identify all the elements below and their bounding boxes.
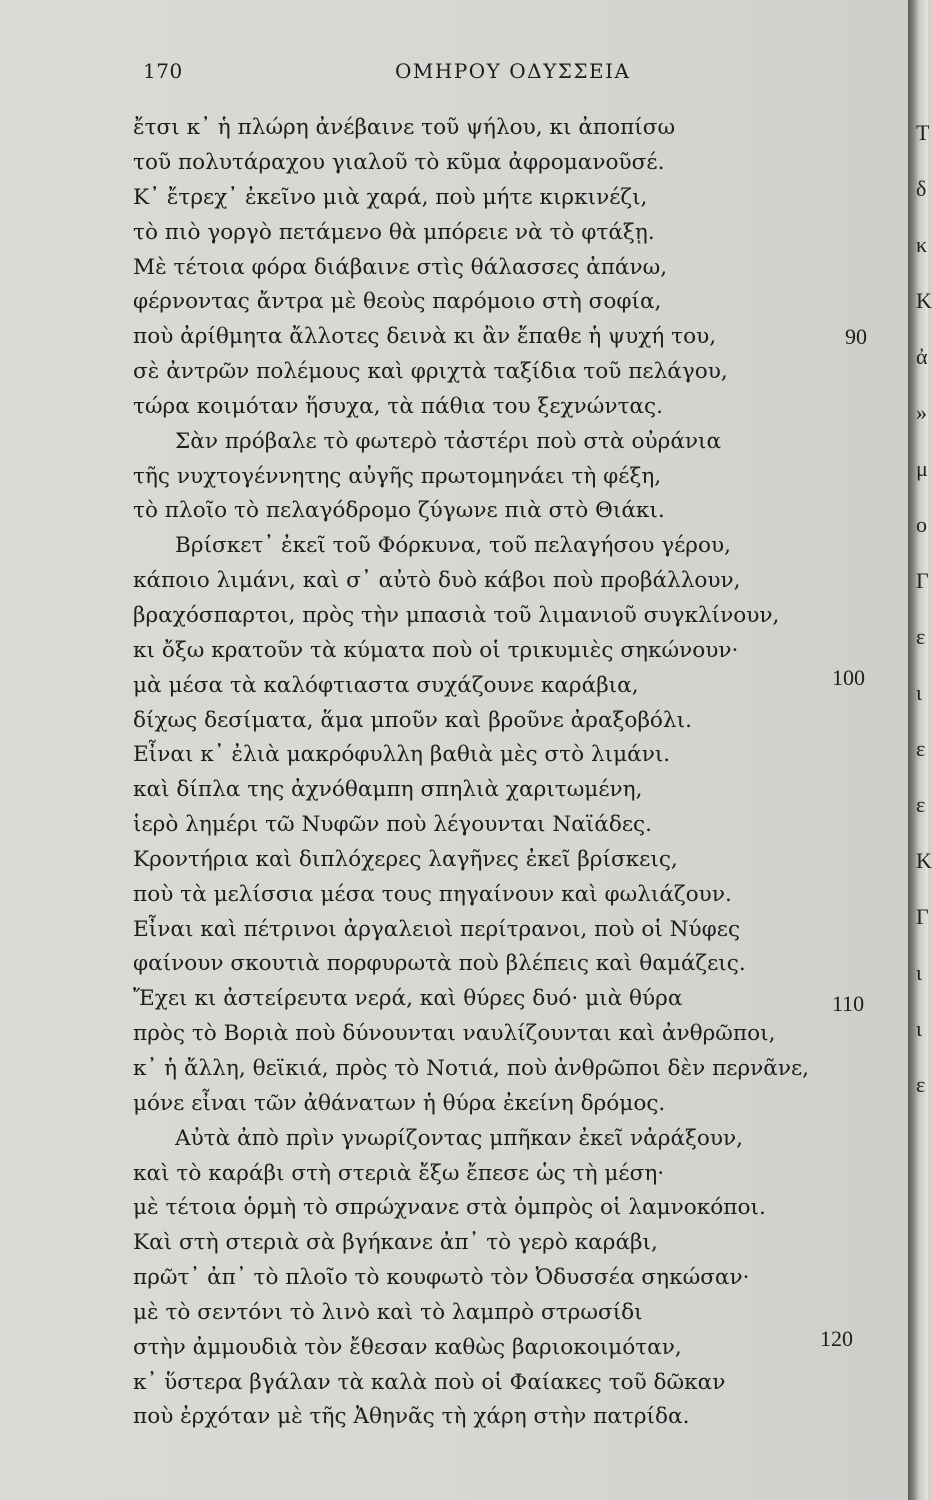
verse-line: καὶ δίπλα της ἀχνόθαμπη σπηλιὰ χαριτωμένη, bbox=[133, 777, 643, 802]
verse-line: Καὶ στὴ στεριὰ σὰ βγήκανε ἀπ᾽ τὸ γερὸ καράβι, bbox=[133, 1230, 658, 1255]
verse-line: μὰ μέσα τὰ καλόφτιαστα συχάζουνε καράβια, bbox=[133, 673, 639, 698]
verse-line: Εἶναι καὶ πέτρινοι ἀργαλειοὶ περίτρανοι, ποὺ οἱ Νύφες bbox=[133, 917, 741, 942]
line-number: 110 bbox=[832, 991, 865, 1016]
verse-line: ποὺ ἀρίθμητα ἄλλοτες δεινὰ κι ἂν ἔπαθε ἡ ψυχή του, bbox=[133, 324, 717, 349]
verse-line: κι ὄξω κρατοῦν τὰ κύματα ποὺ οἱ τρικυμιὲς σηκώνουν· bbox=[133, 638, 739, 663]
verse-line: καὶ τὸ καράβι στὴ στεριὰ ἔξω ἔπεσε ὡς τὴ μέση· bbox=[133, 1161, 665, 1186]
verse-line: φαίνουν σκουτιὰ πορφυρωτὰ ποὺ βλέπεις καὶ θαμάζεις. bbox=[133, 951, 746, 976]
verse-line: τῆς νυχτογέννητης αὐγῆς πρωτομηνάει τὴ φέξη, bbox=[133, 464, 662, 489]
verse-line: κ᾽ ὕστερα βγάλαν τὰ καλὰ ποὺ οἱ Φαίακες τοῦ δῶκαν bbox=[133, 1370, 726, 1395]
verse-line: δίχως δεσίματα, ἅμα μποῦν καὶ βροῦνε ἀραξοβόλι. bbox=[133, 708, 692, 733]
line-number: 120 bbox=[820, 1326, 853, 1351]
verse-line: Κ᾽ ἔτρεχ᾽ ἐκεῖνο μιὰ χαρά, ποὺ μήτε κιρκινέζι, bbox=[133, 185, 648, 210]
verse-line: μὲ τὸ σεντόνι τὸ λινὸ καὶ τὸ λαμπρὸ στρωσίδι bbox=[133, 1300, 643, 1325]
verse-line: βραχόσπαρτοι, πρὸς τὴν μπασιὰ τοῦ λιμανιοῦ συγκλίνουν, bbox=[133, 603, 780, 628]
verse-line: σὲ ἀντρῶν πολέμους καὶ φριχτὰ ταξίδια τοῦ πελάγου, bbox=[133, 359, 728, 384]
page-number: 170 bbox=[143, 59, 183, 83]
verse-line: ποὺ τὰ μελίσσια μέσα τους πηγαίνουν καὶ φωλιάζουν. bbox=[133, 882, 732, 907]
line-number: 90 bbox=[845, 324, 867, 349]
facing-page-fragments: T δ κ K ἀ » μ o Γ ε ι ε ε K Γ ι ι ε bbox=[916, 120, 932, 1097]
verse-line: Μὲ τέτοια φόρα διάβαινε στὶς θάλασσες ἀπάνω, bbox=[133, 255, 668, 280]
running-title: ΟΜΗΡΟΥ ΟΔΥΣΣΕΙΑ bbox=[395, 59, 631, 83]
verse-line: τὸ πλοῖο τὸ πελαγόδρομο ζύγωνε πιὰ στὸ Θιάκι. bbox=[133, 498, 665, 523]
verse-line: πρὸς τὸ Βοριὰ ποὺ δύνουνται ναυλίζουνται καὶ ἀνθρῶποι, bbox=[133, 1021, 776, 1046]
verse-line: τώρα κοιμόταν ἥσυχα, τὰ πάθια του ξεχνώντας. bbox=[133, 394, 663, 419]
verse-line: Κροντήρια καὶ διπλόχερες λαγῆνες ἐκεῖ βρίσκεις, bbox=[133, 847, 678, 872]
verse-line: πρῶτ᾽ ἀπ᾽ τὸ πλοῖο τὸ κουφωτὸ τὸν Ὀδυσσέα σηκώσαν· bbox=[133, 1265, 750, 1290]
verse-line: κάποιο λιμάνι, καὶ σ᾽ αὐτὸ δυὸ κάβοι ποὺ προβάλλουν, bbox=[133, 568, 741, 593]
verse-line: μόνε εἶναι τῶν ἀθάνατων ἡ θύρα ἐκείνη δρόμος. bbox=[133, 1091, 666, 1116]
verse-line: Αὐτὰ ἀπὸ πρὶν γνωρίζοντας μπῆκαν ἐκεῖ νἀράξουν, bbox=[175, 1126, 744, 1151]
line-number: 100 bbox=[832, 665, 865, 690]
verse-line: ἔτσι κ᾽ ἡ πλώρη ἀνέβαινε τοῦ ψήλου, κι ἀποπίσω bbox=[133, 115, 676, 140]
verse-line: Εἶναι κ᾽ ἐλιὰ μακρόφυλλη βαθιὰ μὲς στὸ λιμάνι. bbox=[133, 742, 671, 767]
verse-line: Ἔχει κι ἀστείρευτα νερά, καὶ θύρες δυό· μιὰ θύρα bbox=[133, 986, 683, 1011]
verse-line: Σὰν πρόβαλε τὸ φωτερὸ τἀστέρι ποὺ στὰ οὐράνια bbox=[175, 429, 722, 454]
verse-line: ἱερὸ λημέρι τῶ Νυφῶν ποὺ λέγουνται Ναϊάδες. bbox=[133, 812, 652, 837]
verse-line: τοῦ πολυτάραχου γιαλοῦ τὸ κῦμα ἀφρομανοῦσέ. bbox=[133, 150, 665, 175]
verse-line: στὴν ἀμμουδιὰ τὸν ἔθεσαν καθὼς βαριοκοιμόταν, bbox=[133, 1335, 682, 1360]
verse-line: ποὺ ἐρχόταν μὲ τῆς Ἀθηνᾶς τὴ χάρη στὴν πατρίδα. bbox=[133, 1404, 690, 1429]
verse-line: φέρνοντας ἄντρα μὲ θεοὺς παρόμοιο στὴ σοφία, bbox=[133, 289, 662, 314]
verse-line: κ᾽ ἡ ἄλλη, θεϊκιά, πρὸς τὸ Νοτιά, ποὺ ἀνθρῶποι δὲν περνᾶνε, bbox=[133, 1056, 810, 1081]
verse-line: μὲ τέτοια ὁρμὴ τὸ σπρώχνανε στὰ ὀμπρὸς οἱ λαμνοκόποι. bbox=[133, 1195, 766, 1220]
verse-line: τὸ πιὸ γοργὸ πετάμενο θὰ μπόρειε νὰ τὸ φτάξῃ. bbox=[133, 220, 655, 245]
verse-line: Βρίσκετ᾽ ἐκεῖ τοῦ Φόρκυνα, τοῦ πελαγήσου γέρου, bbox=[175, 533, 731, 558]
